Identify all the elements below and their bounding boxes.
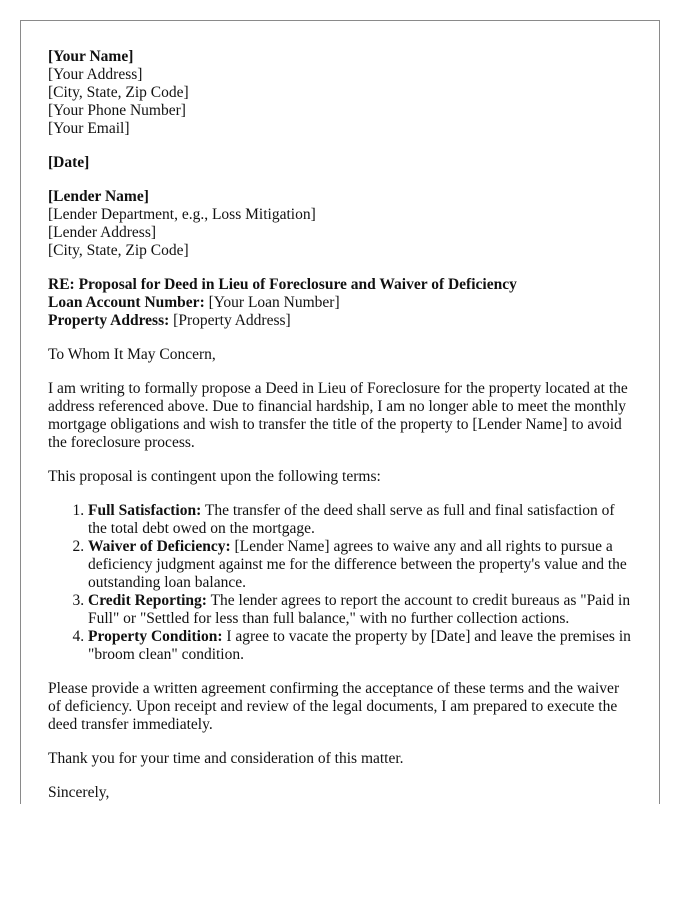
date-block [48, 154, 632, 172]
recipient-address: [Lender Address] [48, 224, 157, 241]
sender-address: [Your Address] [48, 66, 143, 83]
sender-name: [Your Name] [48, 48, 134, 65]
property-address-line [48, 312, 632, 330]
closing-request-paragraph: Please provide a written agreement confirming the acceptance of these terms and the waiver of deficiency. Upon receipt and review of the legal documents, I am prepared to execute the deed transfer immediately. [48, 680, 620, 733]
loan-account-label: Loan Account Number: [48, 294, 205, 311]
term-item [88, 502, 632, 538]
property-address-label: Property Address: [48, 312, 170, 329]
term-title: Property Condition: [88, 628, 223, 645]
recipient-city-state-zip: [City, State, Zip Code] [48, 242, 189, 259]
sender-email: [Your Email] [48, 120, 130, 137]
term-text: The transfer of the deed shall serve as full and final satisfaction of the total debt owed on the mortgage. [88, 502, 615, 537]
subject-block [48, 276, 632, 330]
recipient-department: [Lender Department, e.g., Loss Mitigation] [48, 206, 316, 223]
signoff: Sincerely, [48, 784, 110, 801]
loan-account-value: [Your Loan Number] [204, 294, 340, 311]
terms-list [48, 502, 632, 664]
intro-paragraph: I am writing to formally propose a Deed in Lieu of Foreclosure for the property located at the address referenced above. Due to financial hardship, I am no longer able to meet the monthly mortgage obligations and wish to transfer the title of the property to [Lender Name] to avoid the foreclosure process. [48, 380, 628, 451]
recipient-name: [Lender Name] [48, 188, 149, 205]
term-item [88, 628, 632, 664]
term-item [88, 592, 632, 628]
term-text: I agree to vacate the property by [Date] and leave the premises in "broom clean" condition. [88, 628, 631, 663]
thanks-paragraph: Thank you for your time and consideration of this matter. [48, 750, 404, 767]
letter-date: [Date] [48, 154, 90, 171]
sender-phone: [Your Phone Number] [48, 102, 186, 119]
salutation: To Whom It May Concern, [48, 346, 216, 363]
letter-page [20, 20, 660, 804]
sender-city-state-zip: [City, State, Zip Code] [48, 84, 189, 101]
term-text: The lender agrees to report the account to credit bureaus as "Paid in Full" or "Settled for less than full balance," with no further collection actions. [88, 592, 631, 627]
terms-intro: This proposal is contingent upon the following terms: [48, 468, 381, 485]
term-title: Waiver of Deficiency: [88, 538, 231, 555]
term-title: Credit Reporting: [88, 592, 207, 609]
sender-block [48, 48, 632, 138]
recipient-block [48, 188, 632, 260]
term-text: [Lender Name] agrees to waive any and all rights to pursue a deficiency judgment against me for the difference between the property's value and the outstanding loan balance. [88, 538, 627, 591]
term-title: Full Satisfaction: [88, 502, 202, 519]
subject-line: RE: Proposal for Deed in Lieu of Foreclosure and Waiver of Deficiency [48, 276, 517, 293]
property-address-value: [Property Address] [169, 312, 291, 329]
loan-account-line [48, 294, 632, 312]
term-item [88, 538, 632, 592]
